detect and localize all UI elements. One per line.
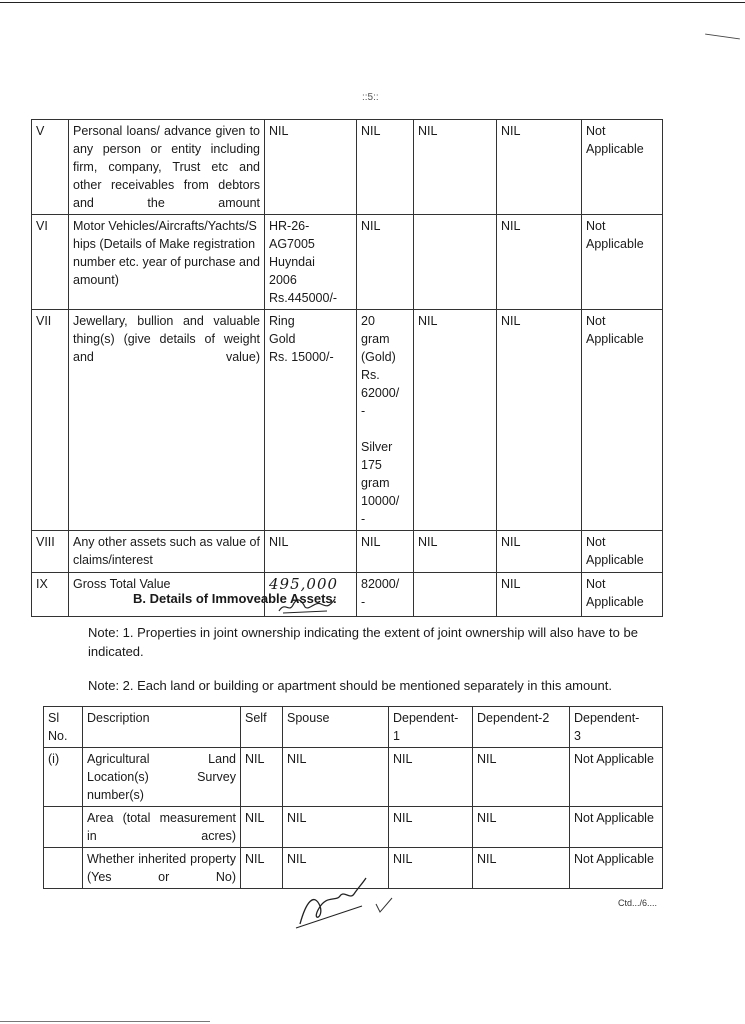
table-row [32, 573, 663, 617]
spouse-cell: NIL [357, 215, 414, 310]
self-cell [265, 215, 357, 310]
spouse-line: 20 [361, 314, 375, 328]
spouse-line: Rs. [361, 368, 380, 382]
header-line: 3 [574, 729, 581, 743]
header-spouse: Spouse [283, 707, 389, 748]
spouse-cell: NIL [357, 120, 414, 215]
self-line: Ring [269, 314, 295, 328]
dependent1-cell: NIL [414, 531, 497, 573]
spouse-line: gram [361, 476, 390, 490]
dependent3-cell: Not Applicable [582, 120, 663, 215]
table-row [32, 120, 663, 215]
self-cell: NIL [241, 807, 283, 848]
dependent2-cell: NIL [497, 573, 582, 617]
description-cell: Area (total measurement in acres) [83, 807, 241, 848]
dependent3-cell: Not Applicable [582, 531, 663, 573]
header-dependent-3 [570, 707, 663, 748]
description-cell: Agricultural Land Location(s) Survey number(s) [83, 748, 241, 807]
dependent2-cell: NIL [497, 120, 582, 215]
dependent2-cell: NIL [473, 848, 570, 889]
spouse-line: 10000/ [361, 494, 400, 508]
dependent3-cell: Not Applicable [582, 310, 663, 531]
header-line: Dependent- [393, 711, 459, 725]
dependent1-cell: NIL [389, 807, 473, 848]
dependent2-cell: NIL [497, 215, 582, 310]
section-heading: B. Details of Immoveable Assets: [133, 591, 337, 606]
description-cell: Motor Vehicles/Aircrafts/Yachts/Ships (Details of Make registration number etc. year of purchase and amount) [69, 215, 265, 310]
spouse-line: 175 [361, 458, 382, 472]
note-2: Note: 2. Each land or building or apartment should be mentioned separately in this amount. [88, 678, 612, 693]
dependent1-cell: NIL [389, 748, 473, 807]
description-cell: Personal loans/ advance given to any person or entity including firm, company, Trust etc and other receivables from debtors and the amount [69, 120, 265, 215]
sl-cell [44, 848, 83, 889]
self-line: Huyndai [269, 255, 315, 269]
spouse-cell: NIL [283, 748, 389, 807]
handwritten-total: 495,000 [269, 575, 339, 593]
description-cell: Gross Total Value [69, 573, 265, 617]
dependent1-cell [414, 215, 497, 310]
table-row [32, 531, 663, 573]
immovable-assets-table [43, 706, 663, 889]
spouse-line: (Gold) [361, 350, 396, 364]
table-row [32, 215, 663, 310]
note-1: Note: 1. Properties in joint ownership indicating the extent of joint ownership will also have to be indicated. [88, 625, 638, 659]
dependent1-cell: NIL [414, 120, 497, 215]
description-cell: Any other assets such as value of claims/interest [69, 531, 265, 573]
dependent2-cell: NIL [497, 531, 582, 573]
dependent2-cell: NIL [473, 748, 570, 807]
page-number: ::5:: [362, 92, 379, 103]
header-sl-no [44, 707, 83, 748]
self-cell: NIL [265, 531, 357, 573]
self-cell [265, 310, 357, 531]
dependent3-cell: Not Applicable [582, 573, 663, 617]
header-line: 1 [393, 729, 400, 743]
scan-mark-right [705, 34, 740, 40]
table-header-row [44, 707, 663, 748]
spouse-cell: NIL [283, 848, 389, 889]
sl-cell: VII [32, 310, 69, 531]
dependent3-cell: Not Applicable [582, 215, 663, 310]
sl-cell: V [32, 120, 69, 215]
spouse-cell: NIL [357, 531, 414, 573]
sl-cell: IX [32, 573, 69, 617]
table-row [44, 748, 663, 807]
dependent3-cell: Not Applicable [570, 807, 663, 848]
self-line: 2006 [269, 273, 297, 287]
self-line: Gold [269, 332, 296, 346]
spouse-line: 62000/ [361, 386, 400, 400]
spouse-line: - [361, 404, 366, 418]
sl-cell: (i) [44, 748, 83, 807]
self-line: HR-26- [269, 219, 310, 233]
self-line: Rs. 15000/- [269, 350, 334, 364]
table-row [32, 310, 663, 531]
sl-cell: VIII [32, 531, 69, 573]
self-cell: NIL [265, 120, 357, 215]
spouse-line [361, 420, 409, 438]
scan-edge-bottom [0, 1021, 210, 1022]
spouse-line: 82000/ [361, 577, 400, 591]
spouse-line: - [361, 512, 366, 526]
header-dependent-2: Dependent-2 [473, 707, 570, 748]
sl-cell: VI [32, 215, 69, 310]
description-cell: Whether inherited property (Yes or No) [83, 848, 241, 889]
dependent1-cell [414, 573, 497, 617]
header-line: Sl [48, 711, 60, 725]
dependent2-cell: NIL [473, 807, 570, 848]
dependent1-cell: NIL [389, 848, 473, 889]
dependent3-cell: Not Applicable [570, 848, 663, 889]
dependent1-cell: NIL [414, 310, 497, 531]
self-cell: NIL [241, 848, 283, 889]
header-self: Self [241, 707, 283, 748]
spouse-cell [357, 573, 414, 617]
spouse-line: gram [361, 332, 390, 346]
header-dependent-1 [389, 707, 473, 748]
dependent3-cell: Not Applicable [570, 748, 663, 807]
continued-note: Ctd.../6.... [618, 898, 658, 908]
spouse-cell [357, 310, 414, 531]
sl-cell [44, 807, 83, 848]
header-line: Dependent- [574, 711, 640, 725]
dependent2-cell: NIL [497, 310, 582, 531]
spouse-line: - [361, 595, 366, 609]
self-line: AG7005 [269, 237, 315, 251]
movable-assets-table [31, 119, 663, 617]
scan-edge-top [0, 2, 745, 3]
spouse-line: Silver [361, 440, 393, 454]
header-description: Description [83, 707, 241, 748]
signature [292, 872, 402, 932]
description-cell: Jewellary, bullion and valuable thing(s) (give details of weight and value) [69, 310, 265, 531]
table-row [44, 807, 663, 848]
self-line: Rs.445000/- [269, 291, 338, 305]
header-line: No. [48, 729, 68, 743]
self-cell: NIL [241, 748, 283, 807]
spouse-cell: NIL [283, 807, 389, 848]
